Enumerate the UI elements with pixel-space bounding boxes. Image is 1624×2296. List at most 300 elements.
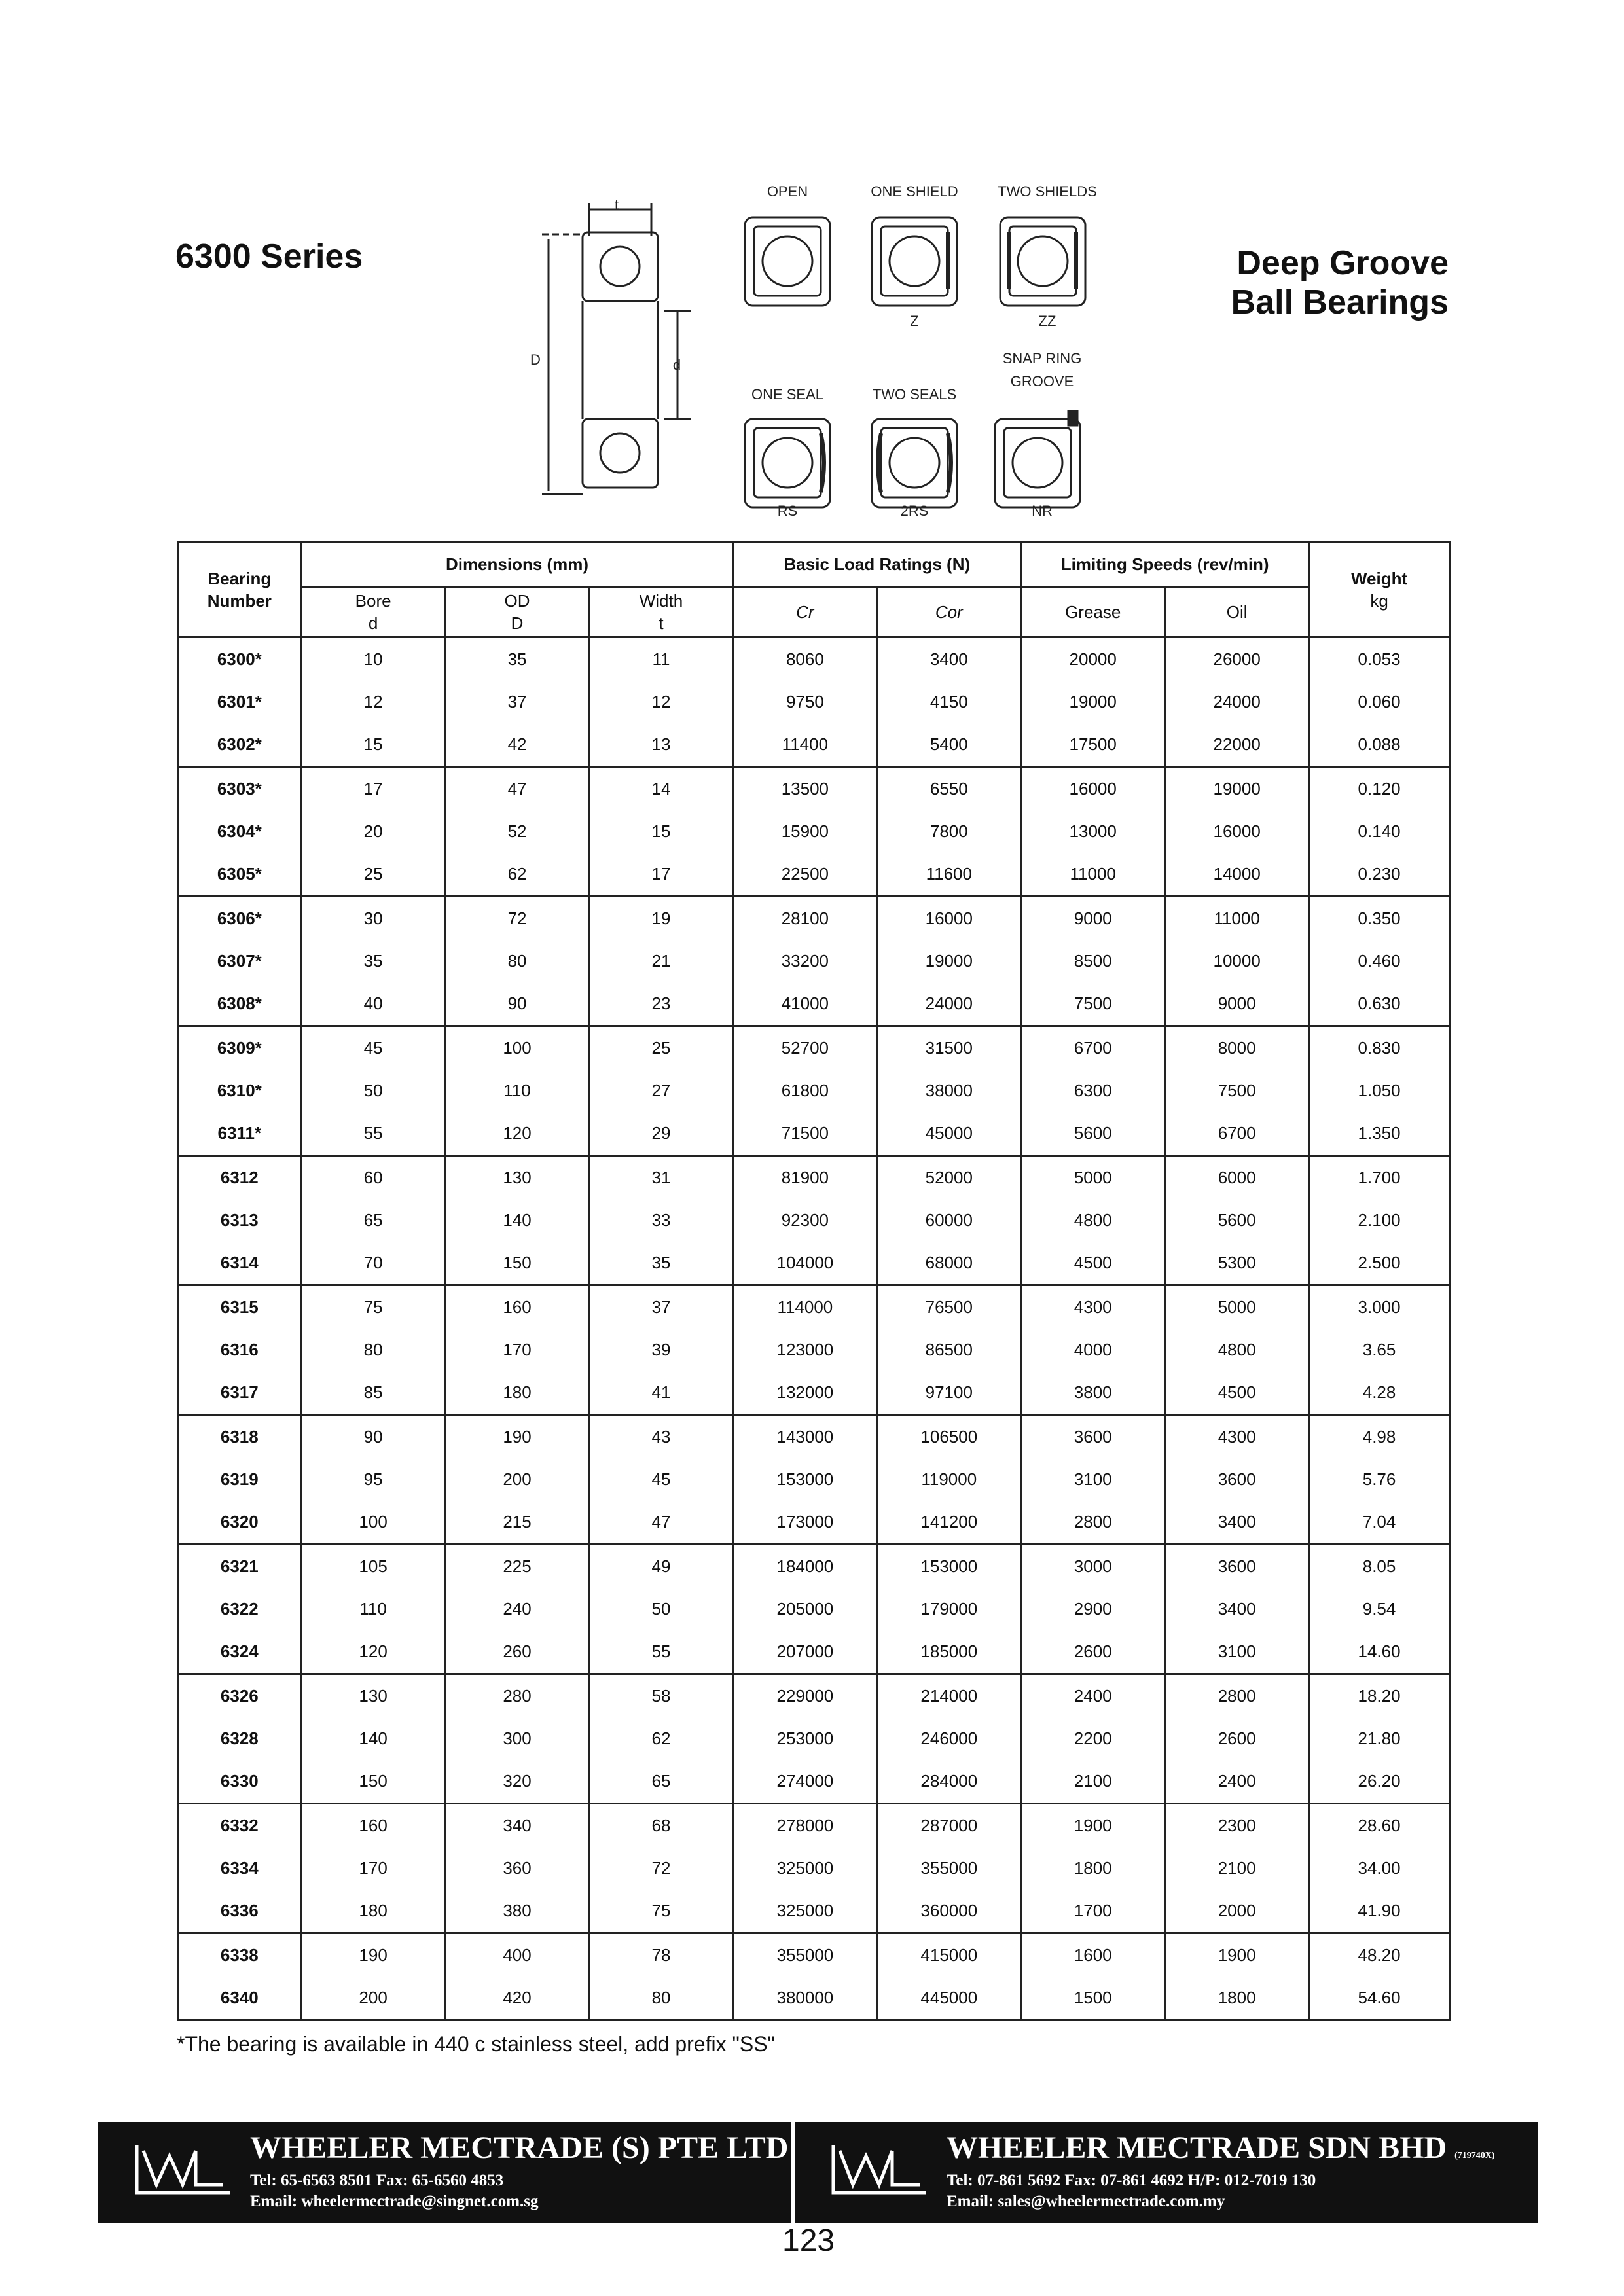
- cell-bore: 80: [301, 1329, 445, 1371]
- cell-grease: 1500: [1021, 1977, 1165, 2020]
- table-row: [178, 1717, 1450, 1760]
- table-row: [178, 897, 1450, 941]
- wm-logo-icon: [134, 2142, 232, 2197]
- cell-oil: 4500: [1165, 1371, 1309, 1415]
- cell-cor: 287000: [877, 1804, 1021, 1848]
- cell-bore: 140: [301, 1717, 445, 1760]
- cell-od: 225: [445, 1545, 589, 1588]
- bearing-one-seal-icon: [745, 419, 830, 507]
- cell-od: 360: [445, 1847, 589, 1890]
- table-row: [178, 810, 1450, 853]
- cell-cor: 284000: [877, 1760, 1021, 1804]
- header-od-symbol: D: [511, 613, 524, 633]
- table-row: [178, 1069, 1450, 1112]
- footer-right-email: Email: sales@wheelermectrade.com.my: [947, 2193, 1225, 2210]
- cell-weight: 54.60: [1309, 1977, 1450, 2020]
- cell-oil: 16000: [1165, 810, 1309, 853]
- cell-oil: 10000: [1165, 940, 1309, 982]
- cell-od: 320: [445, 1760, 589, 1804]
- cell-width: 25: [589, 1026, 733, 1070]
- bearing-one-shield-icon: [872, 217, 957, 306]
- cell-cr: 325000: [733, 1847, 877, 1890]
- cell-bore: 100: [301, 1501, 445, 1545]
- cell-od: 140: [445, 1199, 589, 1242]
- cell-grease: 2900: [1021, 1588, 1165, 1630]
- cell-od: 42: [445, 723, 589, 767]
- cell-weight: 4.28: [1309, 1371, 1450, 1415]
- cell-grease: 19000: [1021, 681, 1165, 723]
- cell-bore: 12: [301, 681, 445, 723]
- cell-od: 215: [445, 1501, 589, 1545]
- cell-cr: 13500: [733, 767, 877, 811]
- cell-oil: 3600: [1165, 1545, 1309, 1588]
- cell-cr: 11400: [733, 723, 877, 767]
- header-grease: Grease: [1021, 587, 1165, 637]
- cell-bearing-number: 6321: [178, 1545, 302, 1588]
- cell-weight: 0.230: [1309, 853, 1450, 897]
- cell-bearing-number: 6307*: [178, 940, 302, 982]
- cell-weight: 0.140: [1309, 810, 1450, 853]
- cell-grease: 5000: [1021, 1156, 1165, 1200]
- cell-bearing-number: 6309*: [178, 1026, 302, 1070]
- type-snap-ring-label-line1: SNAP RING: [1002, 350, 1082, 367]
- cell-cor: 11600: [877, 853, 1021, 897]
- footnote: *The bearing is available in 440 c stainless steel, add prefix "SS": [177, 2032, 775, 2056]
- cell-bearing-number: 6332: [178, 1804, 302, 1848]
- cell-cor: 106500: [877, 1415, 1021, 1459]
- table-row: [178, 1933, 1450, 1977]
- cell-od: 170: [445, 1329, 589, 1371]
- cell-cr: 173000: [733, 1501, 877, 1545]
- cell-grease: 2100: [1021, 1760, 1165, 1804]
- cell-width: 29: [589, 1112, 733, 1156]
- cell-cr: 229000: [733, 1674, 877, 1718]
- type-one-seal-code: RS: [777, 503, 798, 519]
- cell-bearing-number: 6322: [178, 1588, 302, 1630]
- cell-oil: 3600: [1165, 1458, 1309, 1501]
- cell-bore: 60: [301, 1156, 445, 1200]
- bearing-diagrams: [511, 177, 1113, 530]
- footer-right-company-name: WHEELER MECTRADE SDN BHD: [947, 2130, 1447, 2165]
- cell-od: 52: [445, 810, 589, 853]
- cell-grease: 1700: [1021, 1890, 1165, 1933]
- header-bearing-number: Bearing Number: [178, 542, 302, 637]
- table-row: [178, 1371, 1450, 1415]
- series-title: 6300 Series: [175, 238, 363, 276]
- table-row: [178, 1285, 1450, 1329]
- cell-grease: 6700: [1021, 1026, 1165, 1070]
- cell-weight: 3.000: [1309, 1285, 1450, 1329]
- cell-cor: 214000: [877, 1674, 1021, 1718]
- cell-od: 150: [445, 1242, 589, 1285]
- cell-weight: 0.350: [1309, 897, 1450, 941]
- cell-bore: 200: [301, 1977, 445, 2020]
- cell-cor: 68000: [877, 1242, 1021, 1285]
- table-row: [178, 1630, 1450, 1674]
- cell-cor: 16000: [877, 897, 1021, 941]
- cell-oil: 2100: [1165, 1847, 1309, 1890]
- cell-grease: 2800: [1021, 1501, 1165, 1545]
- cell-bore: 85: [301, 1371, 445, 1415]
- cell-od: 120: [445, 1112, 589, 1156]
- cell-oil: 26000: [1165, 637, 1309, 681]
- cell-width: 41: [589, 1371, 733, 1415]
- cell-bearing-number: 6314: [178, 1242, 302, 1285]
- table-row: [178, 1242, 1450, 1285]
- header-oil: Oil: [1165, 587, 1309, 637]
- cell-cr: 71500: [733, 1112, 877, 1156]
- cell-weight: 5.76: [1309, 1458, 1450, 1501]
- cell-bore: 65: [301, 1199, 445, 1242]
- header-cr: Cr: [733, 587, 877, 637]
- cell-weight: 1.050: [1309, 1069, 1450, 1112]
- cell-bearing-number: 6311*: [178, 1112, 302, 1156]
- cell-od: 100: [445, 1026, 589, 1070]
- cell-width: 35: [589, 1242, 733, 1285]
- table-row: [178, 1847, 1450, 1890]
- cell-bearing-number: 6310*: [178, 1069, 302, 1112]
- cell-grease: 5600: [1021, 1112, 1165, 1156]
- cell-bearing-number: 6328: [178, 1717, 302, 1760]
- cell-cor: 445000: [877, 1977, 1021, 2020]
- cell-grease: 17500: [1021, 723, 1165, 767]
- header-limiting-speeds: Limiting Speeds (rev/min): [1021, 542, 1309, 587]
- type-one-shield-code: Z: [910, 313, 919, 329]
- table-row: [178, 940, 1450, 982]
- cell-bore: 55: [301, 1112, 445, 1156]
- cell-weight: 26.20: [1309, 1760, 1450, 1804]
- cell-bore: 130: [301, 1674, 445, 1718]
- cell-bearing-number: 6313: [178, 1199, 302, 1242]
- header-width-symbol: t: [659, 613, 664, 633]
- cell-grease: 4300: [1021, 1285, 1165, 1329]
- table-row: [178, 1199, 1450, 1242]
- cell-od: 110: [445, 1069, 589, 1112]
- cell-width: 58: [589, 1674, 733, 1718]
- cell-cor: 52000: [877, 1156, 1021, 1200]
- cell-grease: 20000: [1021, 637, 1165, 681]
- bearing-snap-ring-groove-icon: [995, 411, 1080, 507]
- footer-left-company: WHEELER MECTRADE (S) PTE LTD: [250, 2130, 789, 2165]
- cell-cor: 3400: [877, 637, 1021, 681]
- cell-width: 17: [589, 853, 733, 897]
- cell-cr: 33200: [733, 940, 877, 982]
- cell-weight: 0.088: [1309, 723, 1450, 767]
- cell-oil: 19000: [1165, 767, 1309, 811]
- header-bore: [301, 587, 445, 637]
- cell-cr: 143000: [733, 1415, 877, 1459]
- cell-width: 78: [589, 1933, 733, 1977]
- cell-cr: 61800: [733, 1069, 877, 1112]
- table-row: [178, 1026, 1450, 1070]
- cell-od: 200: [445, 1458, 589, 1501]
- cell-oil: 4300: [1165, 1415, 1309, 1459]
- cell-cr: 274000: [733, 1760, 877, 1804]
- cell-od: 47: [445, 767, 589, 811]
- cell-width: 65: [589, 1760, 733, 1804]
- table-row: [178, 681, 1450, 723]
- cell-od: 420: [445, 1977, 589, 2020]
- cell-width: 39: [589, 1329, 733, 1371]
- cell-oil: 6000: [1165, 1156, 1309, 1200]
- table-row: [178, 1458, 1450, 1501]
- cell-bearing-number: 6330: [178, 1760, 302, 1804]
- cell-width: 49: [589, 1545, 733, 1588]
- cell-cr: 278000: [733, 1804, 877, 1848]
- cell-weight: 1.700: [1309, 1156, 1450, 1200]
- cell-width: 27: [589, 1069, 733, 1112]
- cell-oil: 3400: [1165, 1501, 1309, 1545]
- cell-bearing-number: 6306*: [178, 897, 302, 941]
- cell-bore: 190: [301, 1933, 445, 1977]
- footer-left-email: Email: wheelermectrade@singnet.com.sg: [250, 2193, 539, 2210]
- cell-oil: 2800: [1165, 1674, 1309, 1718]
- type-one-seal-label: ONE SEAL: [751, 386, 824, 403]
- cell-width: 37: [589, 1285, 733, 1329]
- cell-bore: 17: [301, 767, 445, 811]
- cell-weight: 0.053: [1309, 637, 1450, 681]
- cell-cr: 205000: [733, 1588, 877, 1630]
- cell-od: 90: [445, 982, 589, 1026]
- cell-bearing-number: 6300*: [178, 637, 302, 681]
- cell-bore: 40: [301, 982, 445, 1026]
- cell-bearing-number: 6334: [178, 1847, 302, 1890]
- cell-width: 21: [589, 940, 733, 982]
- cell-weight: 0.830: [1309, 1026, 1450, 1070]
- type-snap-ring-label-line2: GROOVE: [1010, 373, 1074, 389]
- table-row: [178, 1501, 1450, 1545]
- cell-cor: 360000: [877, 1890, 1021, 1933]
- cell-bore: 10: [301, 637, 445, 681]
- cell-width: 14: [589, 767, 733, 811]
- cell-cor: 31500: [877, 1026, 1021, 1070]
- cell-bore: 90: [301, 1415, 445, 1459]
- header-width: [589, 587, 733, 637]
- cell-grease: 6300: [1021, 1069, 1165, 1112]
- cell-bearing-number: 6301*: [178, 681, 302, 723]
- cell-bearing-number: 6318: [178, 1415, 302, 1459]
- cell-cr: 104000: [733, 1242, 877, 1285]
- header-weight: [1309, 542, 1450, 637]
- cell-bore: 20: [301, 810, 445, 853]
- table-row: [178, 1545, 1450, 1588]
- cell-bearing-number: 6338: [178, 1933, 302, 1977]
- cell-weight: 2.100: [1309, 1199, 1450, 1242]
- type-two-shields-label: TWO SHIELDS: [998, 183, 1097, 200]
- cell-grease: 2400: [1021, 1674, 1165, 1718]
- footer-left-contact: Tel: 65-6563 8501 Fax: 65-6560 4853: [250, 2172, 504, 2189]
- cell-oil: 4800: [1165, 1329, 1309, 1371]
- cell-bore: 25: [301, 853, 445, 897]
- cell-od: 180: [445, 1371, 589, 1415]
- cell-weight: 2.500: [1309, 1242, 1450, 1285]
- cell-oil: 5300: [1165, 1242, 1309, 1285]
- cell-width: 75: [589, 1890, 733, 1933]
- cell-cr: 132000: [733, 1371, 877, 1415]
- cell-cor: 60000: [877, 1199, 1021, 1242]
- cell-weight: 4.98: [1309, 1415, 1450, 1459]
- cell-bore: 120: [301, 1630, 445, 1674]
- cell-width: 50: [589, 1588, 733, 1630]
- cell-od: 340: [445, 1804, 589, 1848]
- cell-grease: 1900: [1021, 1804, 1165, 1848]
- table-row: [178, 1674, 1450, 1718]
- cell-oil: 24000: [1165, 681, 1309, 723]
- cell-od: 37: [445, 681, 589, 723]
- cell-cor: 76500: [877, 1285, 1021, 1329]
- table-row: [178, 723, 1450, 767]
- cell-bore: 70: [301, 1242, 445, 1285]
- cell-cor: 119000: [877, 1458, 1021, 1501]
- cell-od: 62: [445, 853, 589, 897]
- footer-right-reg-number: (719740X): [1454, 2151, 1495, 2161]
- document-title-line1: Deep Groove: [1236, 244, 1449, 282]
- cell-width: 19: [589, 897, 733, 941]
- cell-weight: 28.60: [1309, 1804, 1450, 1848]
- diagram-label-D: D: [530, 351, 541, 368]
- cell-bearing-number: 6319: [178, 1458, 302, 1501]
- cell-od: 35: [445, 637, 589, 681]
- cell-oil: 5600: [1165, 1199, 1309, 1242]
- cell-oil: 1800: [1165, 1977, 1309, 2020]
- type-two-seals-code: 2RS: [900, 503, 929, 519]
- cell-weight: 9.54: [1309, 1588, 1450, 1630]
- type-two-seals-label: TWO SEALS: [872, 386, 957, 403]
- cell-cr: 123000: [733, 1329, 877, 1371]
- header-od-label: OD: [504, 591, 530, 611]
- cell-width: 15: [589, 810, 733, 853]
- cell-weight: 21.80: [1309, 1717, 1450, 1760]
- cell-width: 13: [589, 723, 733, 767]
- cell-cr: 325000: [733, 1890, 877, 1933]
- cell-grease: 3600: [1021, 1415, 1165, 1459]
- cell-weight: 0.460: [1309, 940, 1450, 982]
- cell-bore: 150: [301, 1760, 445, 1804]
- cell-cr: 153000: [733, 1458, 877, 1501]
- document-title-line2: Ball Bearings: [1231, 283, 1449, 321]
- table-row: [178, 1760, 1450, 1804]
- cell-od: 280: [445, 1674, 589, 1718]
- cell-cor: 415000: [877, 1933, 1021, 1977]
- cell-grease: 3100: [1021, 1458, 1165, 1501]
- footer-right-contact: Tel: 07-861 5692 Fax: 07-861 4692 H/P: 012-7019 130: [947, 2172, 1316, 2189]
- cell-bore: 180: [301, 1890, 445, 1933]
- cell-cor: 38000: [877, 1069, 1021, 1112]
- wm-logo-icon: [831, 2142, 929, 2197]
- cell-cr: 253000: [733, 1717, 877, 1760]
- cell-weight: 41.90: [1309, 1890, 1450, 1933]
- cell-bore: 45: [301, 1026, 445, 1070]
- type-one-shield-label: ONE SHIELD: [871, 183, 958, 200]
- cell-cr: 92300: [733, 1199, 877, 1242]
- document-title: [1231, 243, 1449, 322]
- cell-weight: 0.060: [1309, 681, 1450, 723]
- cell-weight: 34.00: [1309, 1847, 1450, 1890]
- cell-grease: 8500: [1021, 940, 1165, 982]
- cell-cor: 24000: [877, 982, 1021, 1026]
- cell-bearing-number: 6312: [178, 1156, 302, 1200]
- cell-bearing-number: 6315: [178, 1285, 302, 1329]
- cell-cr: 15900: [733, 810, 877, 853]
- cell-cor: 185000: [877, 1630, 1021, 1674]
- cell-weight: 48.20: [1309, 1933, 1450, 1977]
- cell-bore: 35: [301, 940, 445, 982]
- header-width-label: Width: [639, 591, 683, 611]
- cell-oil: 2600: [1165, 1717, 1309, 1760]
- cell-od: 380: [445, 1890, 589, 1933]
- cell-od: 240: [445, 1588, 589, 1630]
- cell-bore: 30: [301, 897, 445, 941]
- cell-grease: 16000: [1021, 767, 1165, 811]
- table-row: [178, 1588, 1450, 1630]
- cell-bearing-number: 6320: [178, 1501, 302, 1545]
- cell-width: 45: [589, 1458, 733, 1501]
- table-row: [178, 1890, 1450, 1933]
- cell-weight: 8.05: [1309, 1545, 1450, 1588]
- table-row: [178, 1415, 1450, 1459]
- cell-width: 80: [589, 1977, 733, 2020]
- cell-grease: 4500: [1021, 1242, 1165, 1285]
- cell-grease: 2200: [1021, 1717, 1165, 1760]
- bearing-open-icon: [745, 217, 830, 306]
- cell-bearing-number: 6304*: [178, 810, 302, 853]
- cell-oil: 3400: [1165, 1588, 1309, 1630]
- cell-grease: 13000: [1021, 810, 1165, 853]
- cell-cr: 9750: [733, 681, 877, 723]
- header-weight-unit: kg: [1370, 590, 1388, 611]
- footer-malaysia: [795, 2122, 1538, 2223]
- cell-oil: 3100: [1165, 1630, 1309, 1674]
- header-bore-label: Bore: [355, 591, 391, 611]
- cell-bearing-number: 6336: [178, 1890, 302, 1933]
- cell-grease: 1600: [1021, 1933, 1165, 1977]
- cell-cor: 45000: [877, 1112, 1021, 1156]
- cell-cor: 5400: [877, 723, 1021, 767]
- cell-bearing-number: 6305*: [178, 853, 302, 897]
- table-row: [178, 1156, 1450, 1200]
- cell-cr: 41000: [733, 982, 877, 1026]
- cell-cor: 86500: [877, 1329, 1021, 1371]
- bearing-spec-table: [177, 541, 1451, 2021]
- cell-bore: 110: [301, 1588, 445, 1630]
- cell-od: 72: [445, 897, 589, 941]
- type-two-shields-code: ZZ: [1038, 313, 1056, 329]
- cell-od: 260: [445, 1630, 589, 1674]
- cell-width: 47: [589, 1501, 733, 1545]
- cell-width: 72: [589, 1847, 733, 1890]
- cell-bearing-number: 6302*: [178, 723, 302, 767]
- cell-width: 68: [589, 1804, 733, 1848]
- cell-cr: 355000: [733, 1933, 877, 1977]
- cell-weight: 0.120: [1309, 767, 1450, 811]
- bearing-two-seals-icon: [872, 419, 957, 507]
- cell-cor: 6550: [877, 767, 1021, 811]
- cell-cor: 179000: [877, 1588, 1021, 1630]
- cell-cr: 114000: [733, 1285, 877, 1329]
- cell-od: 400: [445, 1933, 589, 1977]
- cell-weight: 14.60: [1309, 1630, 1450, 1674]
- cell-oil: 11000: [1165, 897, 1309, 941]
- cell-width: 33: [589, 1199, 733, 1242]
- header-dimensions: Dimensions (mm): [301, 542, 733, 587]
- page-number: 123: [782, 2223, 835, 2258]
- cell-oil: 5000: [1165, 1285, 1309, 1329]
- cell-width: 55: [589, 1630, 733, 1674]
- cell-grease: 1800: [1021, 1847, 1165, 1890]
- cell-grease: 2600: [1021, 1630, 1165, 1674]
- diagram-label-t: t: [614, 196, 619, 213]
- type-snap-ring-code: NR: [1032, 503, 1053, 519]
